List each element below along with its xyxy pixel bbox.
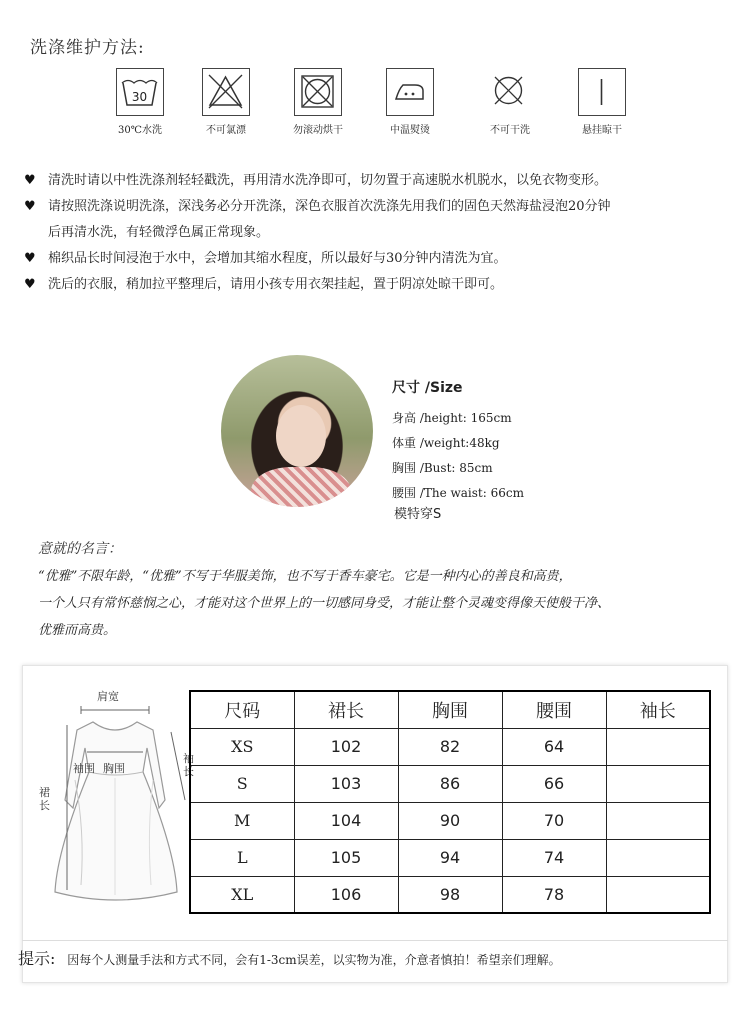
table-row [190,876,710,913]
column-header: 裙长 [294,691,398,728]
table-cell: 78 [502,876,606,913]
quote-title: 意就的名言： [38,541,122,557]
wash-temp-text: 30 [131,90,148,104]
shoulder-label: 肩宽 [97,690,119,703]
table-cell [606,876,710,913]
model-bust: 胸围 /Bust: 85cm [392,461,493,475]
tip-text: 棉织品长时间浸泡于水中，会增加其缩水程度，所以最好与30分钟内清洗为宜。 [48,251,507,266]
quote-line: 优雅而高贵。 [38,623,117,638]
heart-bullet-icon: ♥ [24,199,36,214]
model-photo [221,355,373,507]
table-row [190,802,710,839]
hint-text: 因每个人测量手法和方式不同，会有1-3cm误差，以实物为准，介意者慎拍！希望亲们理解。 [67,953,561,967]
hint-note [18,946,728,969]
table-cell: 104 [294,802,398,839]
column-header: 腰围 [502,691,606,728]
no-dry-clean-symbol [475,68,545,136]
wash-30-label: 30℃水洗 [118,125,162,136]
table-cell: 105 [294,839,398,876]
wash-30-symbol [105,68,175,136]
chest-label: 胸围 [103,762,125,775]
no-tumble-dry-icon [294,68,342,116]
no-bleach-symbol [191,68,261,136]
table-cell [606,839,710,876]
quote-line: “优雅”不限年龄，“优雅”不写于华服美饰，也不写于香车豪宅。它是一种内心的善良和高贵， [38,569,572,584]
table-cell: 102 [294,728,398,765]
size-title: 尺寸 /Size [392,380,463,396]
tip-item [22,272,732,298]
model-weight: 体重 /weight:48kg [392,436,500,450]
care-title: 洗涤维护方法: [30,38,145,58]
table-cell: 70 [502,802,606,839]
iron-medium-icon [386,68,434,116]
tip-text: 请按照洗涤说明洗涤，深浅务必分开洗涤，深色衣服首次洗涤先用我们的固色天然海盐浸泡20分钟 [48,199,611,214]
table-cell: 90 [398,802,502,839]
table-cell: S [190,765,294,802]
sleeve-circ-label: 袖围 [73,762,95,775]
tip-text: 洗后的衣服，稍加拉平整理后，请用小孩专用衣架挂起，置于阴凉处晾干即可。 [48,277,504,292]
tip-item [22,194,732,246]
model-height: 身高 /height: 165cm [392,411,512,425]
hint-label: 提示: [18,949,56,968]
no-bleach-label: 不可氯漂 [206,125,246,136]
table-cell: 98 [398,876,502,913]
table-cell [606,728,710,765]
hang-dry-label: 悬挂晾干 [582,125,622,136]
table-cell [606,802,710,839]
table-cell: 82 [398,728,502,765]
dress-diagram [35,680,195,930]
table-row [190,765,710,802]
table-cell [606,765,710,802]
table-cell: 64 [502,728,606,765]
size-chart-panel [22,665,728,983]
hang-dry-symbol [567,68,637,136]
quote-text [38,563,738,644]
no-tumble-dry-label: 勿滚动烘干 [293,125,343,136]
iron-medium-label: 中温熨烫 [390,125,430,136]
table-cell: M [190,802,294,839]
column-header: 袖长 [606,691,710,728]
table-cell: XL [190,876,294,913]
divider [22,940,728,941]
model-waist: 腰围 /The waist: 66cm [392,486,524,500]
skirt-length-label: 裙长 [39,786,50,812]
table-header-row [190,691,710,728]
care-symbols [105,68,645,148]
model-size-info [392,377,524,524]
iron-medium-symbol [375,68,445,136]
table-row [190,728,710,765]
heart-bullet-icon: ♥ [24,251,36,266]
model-wears: 模特穿S [394,507,442,522]
table-cell: 106 [294,876,398,913]
quote-line: 一个人只有常怀慈悯之心，才能对这个世界上的一切感同身受，才能让整个灵魂变得像天使般干净、 [38,596,611,611]
column-header: 胸围 [398,691,502,728]
tip-item [22,168,732,194]
table-cell: 66 [502,765,606,802]
tip-text-continued: 后再清水洗，有轻微浮色属正常现象。 [48,225,270,240]
table-cell: 94 [398,839,502,876]
tip-item [22,246,732,272]
no-dry-clean-icon [486,68,534,116]
wash-30-icon [116,68,164,116]
table-cell: 103 [294,765,398,802]
care-tips [22,168,732,298]
table-cell: L [190,839,294,876]
sleeve-length-label: 袖长 [183,752,194,778]
no-bleach-icon [202,68,250,116]
no-tumble-dry-symbol [283,68,353,136]
tip-text: 清洗时请以中性洗涤剂轻轻戳洗，再用清水洗净即可，切勿置于高速脱水机脱水，以免衣物变形。 [48,173,608,188]
table-cell: 86 [398,765,502,802]
column-header: 尺码 [190,691,294,728]
size-table [189,690,711,914]
table-row [190,839,710,876]
heart-bullet-icon: ♥ [24,173,36,188]
heart-bullet-icon: ♥ [24,277,36,292]
no-dry-clean-label: 不可干洗 [490,125,530,136]
hang-dry-icon [578,68,626,116]
table-cell: 74 [502,839,606,876]
table-cell: XS [190,728,294,765]
